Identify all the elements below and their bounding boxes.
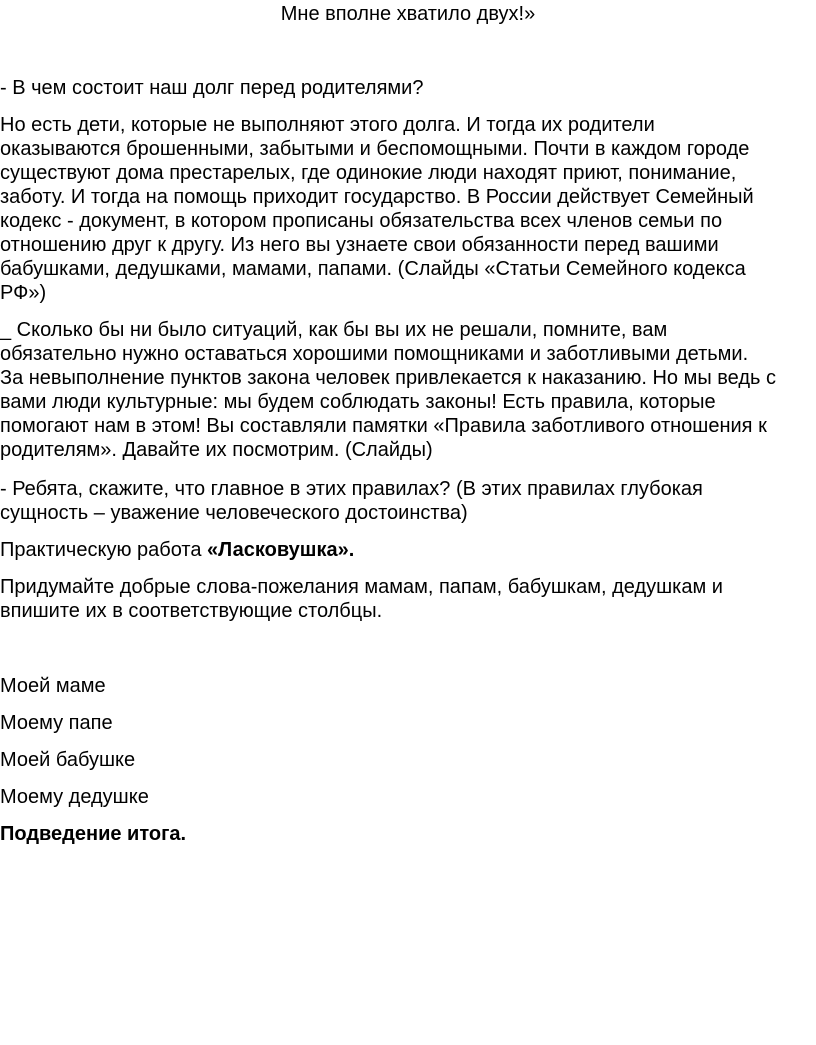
summary-heading: Подведение итога. [0, 823, 187, 845]
paragraph-line: кодекс - документ, в котором прописаны обязательства всех членов семьи по [0, 210, 723, 232]
paragraph-line: бабушками, дедушками, мамами, папами. (Слайды «Статьи Семейного кодекса [0, 258, 746, 280]
practical-work [0, 538, 354, 562]
paragraph-line: оказываются брошенными, забытыми и беспомощными. Почти в каждом городе [0, 138, 750, 160]
column-label-grandpa: Моему дедушке [0, 786, 149, 808]
column-label-mom: Моей маме [0, 675, 106, 697]
paragraph-line: Но есть дети, которые не выполняют этого долга. И тогда их родители [0, 114, 655, 136]
paragraph-line: сущность – уважение человеческого достоинства) [0, 502, 468, 524]
paragraph-line: заботу. И тогда на помощь приходит государство. В России действует Семейный [0, 186, 754, 208]
practical-prefix: Практическую работа [0, 539, 208, 561]
paragraph-line: За невыполнение пунктов закона человек привлекается к наказанию. Но мы ведь с [0, 367, 777, 389]
paragraph-line: РФ») [0, 282, 47, 304]
question-duty: - В чем состоит наш долг перед родителями? [0, 77, 424, 99]
paragraph-line: Придумайте добрые слова-пожелания мамам, папам, бабушкам, дедушкам и [0, 576, 723, 598]
column-label-dad: Моему папе [0, 712, 113, 734]
paragraph-line: отношению друг к другу. Из него вы узнаете свои обязанности перед вашими [0, 234, 719, 256]
column-label-grandma: Моей бабушке [0, 749, 136, 771]
paragraph-line: родителям». Давайте их посмотрим. (Слайды) [0, 439, 433, 461]
paragraph-line: обязательно нужно оставаться хорошими помощниками и заботливыми детьми. [0, 343, 749, 365]
page-title: Мне вполне хватило двух!» [280, 3, 536, 25]
paragraph-line: _ Сколько бы ни было ситуаций, как бы вы их не решали, помните, вам [0, 319, 668, 341]
paragraph-line: впишите их в соответствующие столбцы. [0, 600, 383, 622]
paragraph-line: вами люди культурные: мы будем соблюдать законы! Есть правила, которые [0, 391, 716, 413]
paragraph-line: существуют дома престарелых, где одинокие люди находят приют, понимание, [0, 162, 737, 184]
paragraph-line: помогают нам в этом! Вы составляли памятки «Правила заботливого отношения к [0, 415, 767, 437]
practical-name: «Ласковушка». [207, 539, 355, 561]
paragraph-line: - Ребята, скажите, что главное в этих правилах? (В этих правилах глубокая [0, 478, 703, 500]
